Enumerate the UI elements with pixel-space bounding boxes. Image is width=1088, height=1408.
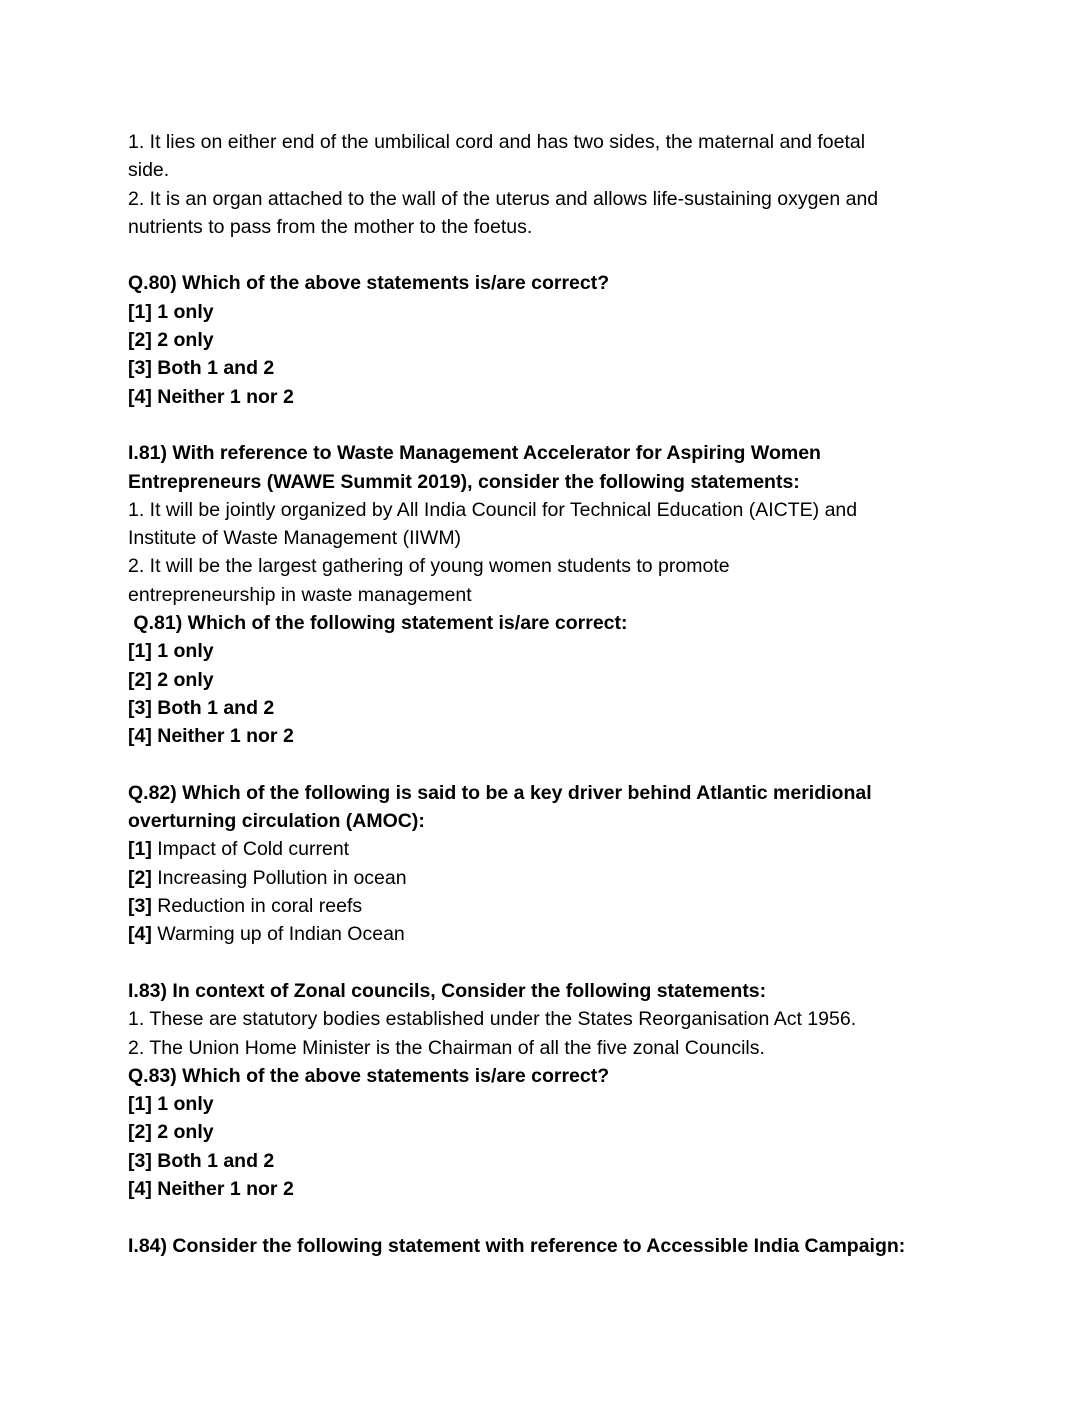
statement-line: nutrients to pass from the mother to the foetus.	[128, 215, 533, 238]
option-text: Warming up of Indian Ocean	[151, 923, 405, 946]
statement-line: 1. It lies on either end of the umbilical cord and has two sides, the maternal and foetal	[128, 131, 866, 153]
question-text: Q.81) Which of the following statement is/are correct:	[128, 612, 628, 635]
question-81	[128, 609, 968, 750]
option-4: [4] Neither 1 nor 2	[128, 725, 294, 748]
option-1: [1] 1 only	[128, 640, 214, 663]
option-3: [3] Both 1 and 2	[128, 696, 275, 719]
option-number: [3]	[128, 895, 152, 918]
option-2	[128, 864, 968, 892]
intro-83	[128, 977, 968, 1062]
statement-line: Institute of Waste Management (IIWM)	[128, 527, 462, 550]
statement-line: 2. It will be the largest gathering of young women students to promote	[128, 555, 730, 578]
spacer	[128, 949, 968, 977]
statement-line: 1. It will be jointly organized by All India Council for Technical Education (AICTE) and	[128, 498, 858, 521]
option-3	[128, 892, 968, 920]
question-text: Q.80) Which of the above statements is/are correct?	[128, 272, 610, 295]
option-2: [2] 2 only	[128, 668, 214, 691]
option-1: [1] 1 only	[128, 1093, 214, 1116]
spacer	[128, 1203, 968, 1231]
option-text: Increasing Pollution in ocean	[151, 866, 407, 889]
option-1	[128, 835, 968, 863]
intro-text: Entrepreneurs (WAWE Summit 2019), consider the following statements:	[128, 470, 800, 493]
statement-line: side.	[128, 159, 170, 182]
top-statements	[128, 128, 968, 241]
document-page	[128, 128, 968, 1260]
question-80	[128, 269, 968, 410]
question-82	[128, 779, 968, 949]
option-3: [3] Both 1 and 2	[128, 357, 275, 380]
intro-81	[128, 439, 968, 609]
intro-text: I.84) Consider the following statement with reference to Accessible India Campaign:	[128, 1234, 906, 1257]
option-2: [2] 2 only	[128, 329, 214, 352]
intro-84	[128, 1232, 968, 1260]
option-2: [2] 2 only	[128, 1121, 214, 1144]
option-3: [3] Both 1 and 2	[128, 1149, 275, 1172]
question-text: Q.83) Which of the above statements is/are correct?	[128, 1064, 610, 1087]
spacer	[128, 241, 968, 269]
option-number: [1]	[128, 838, 152, 861]
statement-line: entrepreneurship in waste management	[128, 583, 472, 606]
option-number: [2]	[128, 866, 152, 889]
option-text: Impact of Cold current	[151, 838, 350, 861]
option-text: Reduction in coral reefs	[151, 895, 363, 918]
option-4: [4] Neither 1 nor 2	[128, 385, 294, 408]
intro-text: I.81) With reference to Waste Management Accelerator for Aspiring Women	[128, 442, 821, 465]
question-text: Q.82) Which of the following is said to be a key driver behind Atlantic meridional	[128, 781, 872, 804]
option-1: [1] 1 only	[128, 300, 214, 323]
statement-line: 2. It is an organ attached to the wall of the uterus and allows life-sustaining oxygen and	[128, 187, 879, 210]
spacer	[128, 411, 968, 439]
option-4: [4] Neither 1 nor 2	[128, 1177, 294, 1200]
spacer	[128, 751, 968, 779]
option-4	[128, 920, 968, 948]
intro-text: I.83) In context of Zonal councils, Consider the following statements:	[128, 979, 767, 1002]
statement-line: 1. These are statutory bodies established under the States Reorganisation Act 1956.	[128, 1008, 857, 1031]
question-text: overturning circulation (AMOC):	[128, 810, 425, 833]
question-83	[128, 1062, 968, 1203]
statement-line: 2. The Union Home Minister is the Chairman of all the five zonal Councils.	[128, 1036, 765, 1059]
option-number: [4]	[128, 923, 152, 946]
